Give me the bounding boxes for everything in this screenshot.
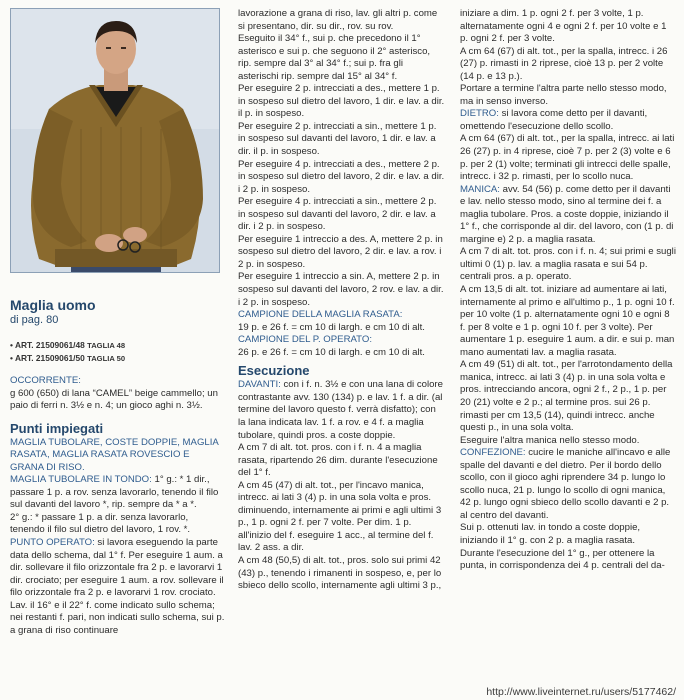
article-code: ART. 21509061/50 — [14, 353, 85, 363]
campione-operato-label: CAMPIONE DEL P. OPERATO: — [238, 334, 372, 346]
operato-paragraph — [10, 537, 225, 637]
tubolare-row2: 2° g.: * passare 1 p. a dir. senza lavorarlo, tenendo il filo sul dietro del lavoro, 1 rov. *. — [10, 511, 191, 536]
paragraph: Per eseguire 1 intreccio a sin. A, mettere 2 p. in sospeso sul davanti del lavoro, 2 rov. e lav. a dir. i 2 p. in sospeso. — [238, 271, 444, 308]
middle-column — [238, 8, 445, 698]
occorrente-label: OCCORRENTE: — [10, 375, 81, 386]
paragraph: A cm 48 (50,5) di alt. tot., pros. solo sui primi 42 (43) p., tenendo i rimanenti in sospeso, e, per lo sbieco dello scollo, internamente agli ultimi 3 p., — [238, 554, 442, 592]
operato-text: si lavora eseguendo la parte data dello schema, dal 1° f. Per eseguire 1 aum. a dir. sollevare il filo orizzontale fra 2 p. e lavorarvi 1 dir. crociato; per eseguire 1 aum. a rov. sollevare il filo orizzontale fra 2 p. e lavorarvi 1 rov. crociato. Lav. il 16° e il 22° f. come indicato sullo schema; nei restanti f. pari, non indicati sullo schema, sui p. a grana di riso continuare — [10, 537, 225, 636]
article-size: TAGLIA 48 — [87, 341, 126, 350]
confezione-text: cucire le maniche all'incavo e alle spalle del davanti e del dietro. Per il bordo dello scollo, con il gioco aghi riprendere 34 p. lungo lo scollo nuca, 21 p. lungo lo scollo di ogni manica, 42 p. lungo ogni sbieco dello scollo davanti e 2 p. al centro del davanti. — [460, 447, 671, 521]
campione-rasata-text: 19 p. e 26 f. = cm 10 di largh. e cm 10 di alt. — [238, 321, 425, 333]
punti-heading: Punti impiegati — [10, 420, 104, 436]
paragraph: Per eseguire 4 p. intrecciati a sin., mettere 2 p. in sospeso sul davanti del lavoro, 2 dir. e lav. a dir. i 2 p. in sospeso. — [238, 196, 437, 233]
dietro-text: si lavora come detto per il davanti, omettendo l'esecuzione dello scollo. — [460, 108, 648, 132]
davanti-paragraph — [238, 379, 445, 442]
dietro-paragraph — [460, 108, 676, 133]
dietro-label: DIETRO: — [460, 108, 499, 120]
paragraph: A cm 64 (67) di alt. tot., per la spalla, intrecc. i 26 (27) p. rimasti in 2 riprese, cioè 13 p. per 2 volte (14 p. e 13 p.). — [460, 45, 668, 82]
campione-operato-text: 26 p. e 26 f. = cm 10 di largh. e cm 10 di alt. — [238, 346, 425, 358]
right-column — [460, 8, 676, 698]
paragraph: lavorazione a grana di riso, lav. gli altri p. come si presentano, dir. su dir., rov. su rov. — [238, 8, 438, 32]
tubolare-text: 1° g.: * 1 dir., passare 1 p. a rov. senza lavorarlo, tenendo il filo sul davanti del lavoro *, rip. sempre da * a *. — [10, 474, 219, 511]
esecuzione-heading: Esecuzione — [238, 363, 310, 379]
model-photo — [10, 8, 220, 273]
campione-rasata-label: CAMPIONE DELLA MAGLIA RASATA: — [238, 309, 403, 321]
paragraph: A cm 7 di alt. tot. pros. con i f. n. 4; sui primi e sugli ultimi 0 (1) p. lav. a maglia rasata e sui 54 p. centrali pros. a p. operato. — [460, 246, 676, 283]
article-list — [10, 339, 225, 365]
paragraph: iniziare a dim. 1 p. ogni 2 f. per 3 volte, 1 p. alternatamente ogni 4 e ogni 2 f. per 10 volte e 1 p. ogni 2 f. per 3 volte. — [460, 8, 667, 45]
paragraph: Sui p. ottenuti lav. in tondo a coste doppie, iniziando il 1° g. con 2 p. a maglia rasata. — [460, 522, 641, 546]
tubolare-paragraph — [10, 474, 225, 512]
confezione-label: CONFEZIONE: — [460, 447, 526, 459]
paragraph: Durante l'esecuzione del 1° g., per ottenere la punta, in corrispondenza dei 4 p. centrali del da- — [460, 547, 665, 572]
article-code: ART. 21509061/48 — [14, 340, 85, 350]
manica-label: MANICA: — [460, 183, 500, 195]
paragraph: Per eseguire 2 p. intrecciati a sin., mettere 1 p. in sospeso sul davanti del lavoro, 1 dir. e lav. a dir. il p. in sospeso. — [238, 120, 437, 158]
pattern-title: Maglia uomo — [10, 297, 96, 313]
tubolare-label: MAGLIA TUBOLARE IN TONDO: — [10, 474, 152, 486]
article-item: • ART. 21509061/48 TAGLIA 48 — [10, 340, 126, 350]
paragraph: Portare a termine l'altra parte nello stesso modo, ma in senso inverso. — [460, 83, 667, 107]
paragraph: A cm 13,5 di alt. tot. iniziare ad aumentare ai lati, internamente al primo e all'ultimo p., 1 p. ogni 10 f. per 10 volte (1 p. alternatamente ogni 10 e ogni 8 f. per 8 volte e 1 p. ogni 10 f. per 3 volte). Per aumentare 1 p. eseguire 1 aum. a dir. e sui p. man mano aumentati lav. a maglia rasata. — [460, 284, 675, 358]
paragraph: Per eseguire 2 p. intrecciati a des., mettere 1 p. in sospeso sul dietro del lavoro, 1 dir. e lav. a dir. il p. in sospeso. — [238, 83, 445, 120]
pattern-page-ref: di pag. 80 — [10, 314, 59, 326]
paragraph: A cm 7 di alt. tot. pros. con i f. n. 4 a maglia rasata, ripartendo 26 dim. durante l'esecuzione del 1° f. — [238, 442, 438, 479]
manica-text: avv. 54 (56) p. come detto per il davanti e lav. nello stesso modo, sino al termine dei f. a maglia tubolare. Pros. a coste doppie, iniziando il 1° f., che corrisponde al dir. del lavoro, con (1 p. di margine e) 2 p. a maglia rasata. — [460, 183, 674, 245]
paragraph: A cm 45 (47) di alt. tot., per l'incavo manica, intrecc. ai lati 3 (4) p. in una sola volta e pros. diminuendo, internamente ai primi e agli ultimi 3 p., 1 p. ogni 2 f. per 7 volte. Per dim. 1 p. all'inizio del f. eseguire 1 acc., al termine del f. lav. 2 ass. a dir. — [238, 479, 442, 554]
paragraph: Per eseguire 4 p. intrecciati a des., mettere 2 p. in sospeso sul dietro del lavoro, 2 dir. e lav. a dir. i 2 p. in sospeso. — [238, 158, 445, 195]
article-item: • ART. 21509061/50 TAGLIA 50 — [10, 353, 126, 363]
davanti-text: con i f. n. 3½ e con una lana di colore contrastante avv. 130 (134) p. e lav. 1 f. a dir. (al termine del lavoro questo f. verrà disfatto); con la lana indicata lav. 1 f. a rov. e 4 f. a maglia tubolare, quindi pros. a coste doppie. — [238, 379, 443, 441]
manica-paragraph — [460, 184, 676, 247]
confezione-paragraph — [460, 447, 676, 522]
paragraph: A cm 64 (67) di alt. tot., per la spalla, intrecc. ai lati 26 (27) p. in 4 riprese, cioè 7 p. per 2 (3) volte e 6 p. per 2 (1) volte; terminati gli intrecci delle spalle, intrecc. i 32 p. rimasti, per lo scollo nuca. — [460, 133, 675, 183]
paragraph: A cm 49 (51) di alt. tot., per l'arrotondamento della manica, intrecc. ai lati 3 (4) p. in una sola volta e pros. intrecciando ancora, ogni 2 f., 2 p., 1 p. per 20 (21) volte e 2 p.; al termine pros. sui 26 p. rimasti per cm 13,5 (14), quindi intrecc. anche questi p., in una sola volta. — [460, 359, 673, 434]
man-in-sweater-illustration — [11, 9, 220, 273]
punti-list: MAGLIA TUBOLARE, COSTE DOPPIE, MAGLIA RASATA, MAGLIA RASATA ROVESCIO E GRANA DI RISO. — [10, 436, 219, 473]
watermark-url: http://www.liveinternet.ru/users/5177462/ — [486, 686, 676, 698]
article-size: TAGLIA 50 — [87, 354, 126, 363]
paragraph: Per eseguire 1 intreccio a des. A, mettere 2 p. in sospeso sul dietro del lavoro, 2 dir. e lav. a rov. i 2 p. in sospeso. — [238, 233, 443, 270]
occorrente-text: g 600 (650) di lana “CAMEL” beige cammello; un paio di ferri n. 3½ e n. 4; un gioco aghi n. 3½. — [10, 387, 218, 412]
paragraph: Eseguito il 34° f., sui p. che precedono il 1° asterisco e sui p. che seguono il 2° asterisco, rip. sempre dal 3° al 34° f.; sui p. fra gli asterischi rip. sempre dal 15° al 34° f. — [238, 33, 431, 82]
paragraph: Eseguire l'altra manica nello stesso modo. — [460, 434, 640, 446]
left-column — [10, 8, 225, 698]
davanti-label: DAVANTI: — [238, 379, 281, 391]
operato-label: PUNTO OPERATO: — [10, 537, 95, 549]
